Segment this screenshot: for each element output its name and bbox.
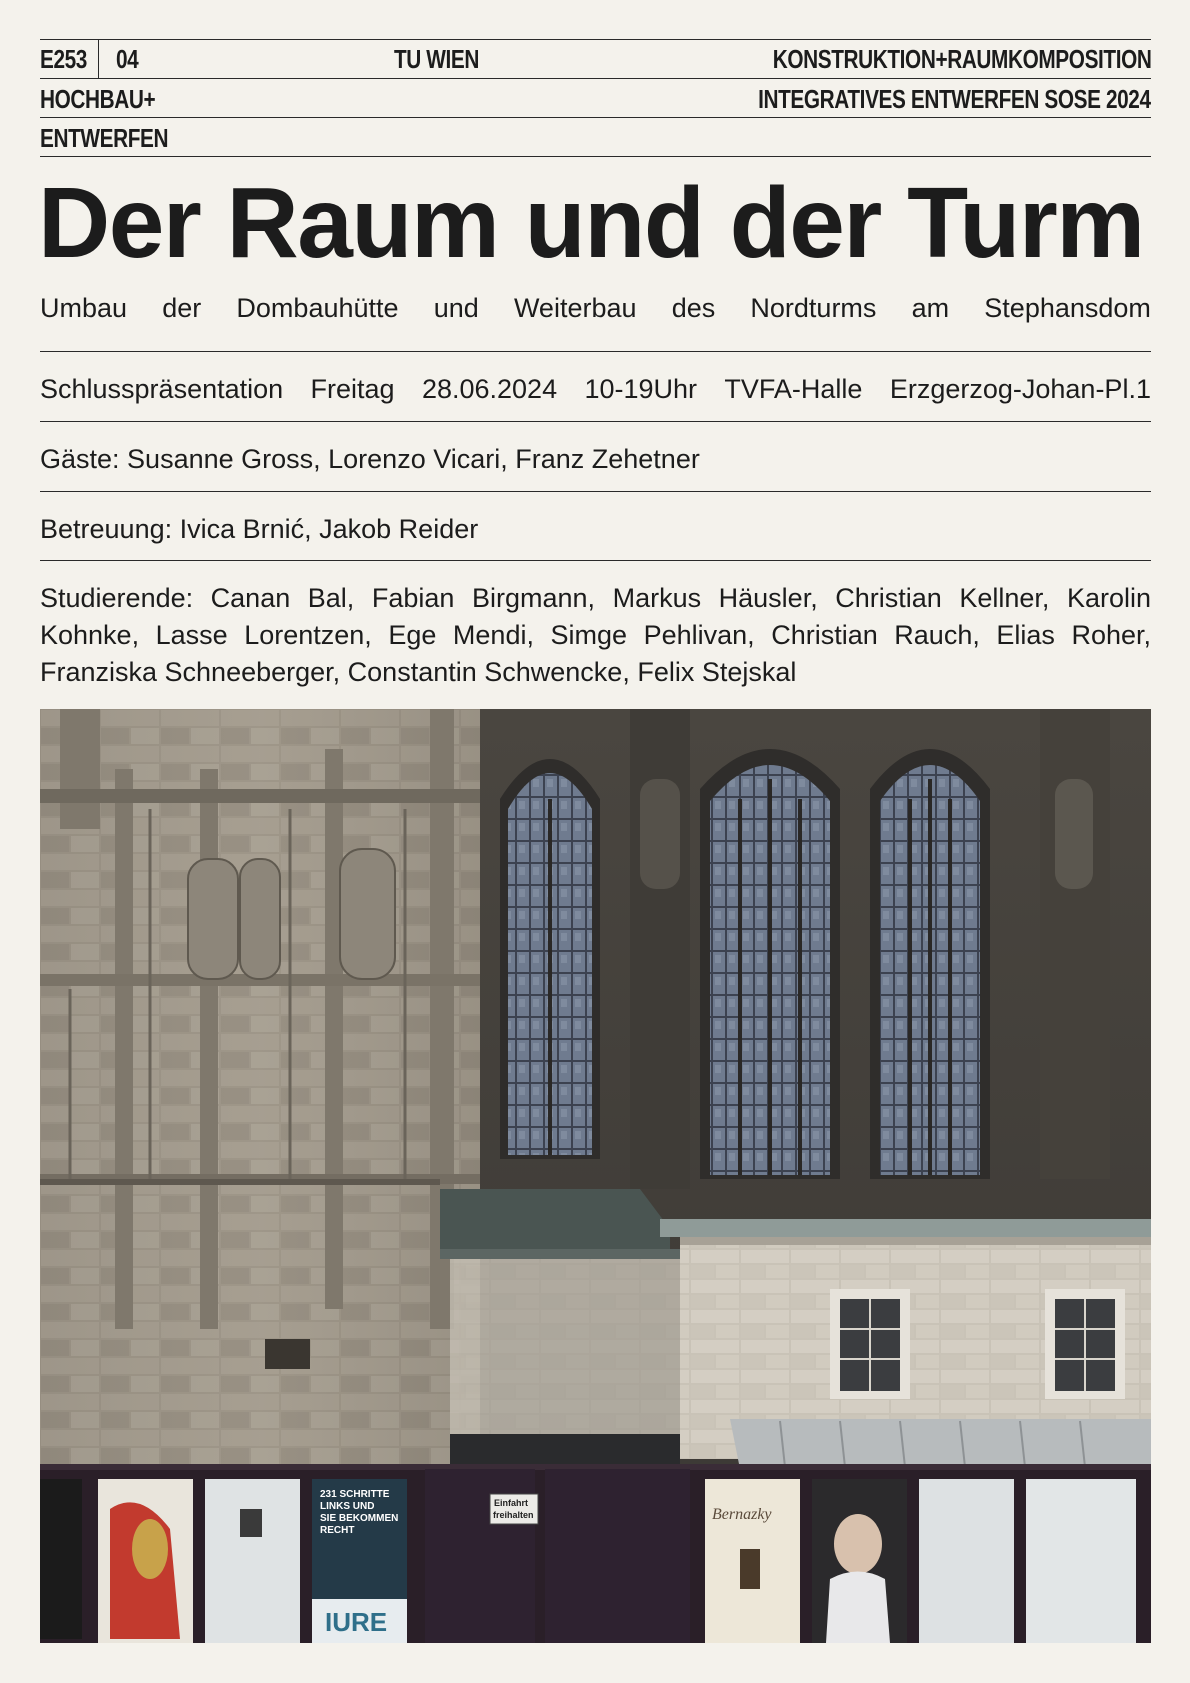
subtitle: [40, 288, 1151, 328]
info-rule-2: [40, 421, 1151, 422]
poster-text-line: SIE BEKOMMEN: [320, 1513, 399, 1524]
university-name: TU WIEN: [394, 44, 480, 74]
info-rule-4: [40, 560, 1151, 561]
supervision-row: Betreuung: Ivica Brnić, Jakob Reider: [40, 514, 479, 544]
presentation-date: 28.06.2024: [421, 374, 558, 404]
header-right-line1: KONSTRUKTION+RAUMKOMPOSITION: [772, 44, 1151, 74]
presentation-venue: TVFA-Halle: [724, 374, 863, 404]
poster-text-line: LINKS UND: [320, 1501, 375, 1512]
presentation-address: Erzgerzog-Johan-Pl.1: [889, 374, 1151, 404]
info-rule-1: [40, 351, 1151, 352]
presentation-day: Freitag: [310, 374, 395, 404]
poster-page: [40, 0, 1151, 1683]
course-code: E253: [40, 44, 87, 74]
gate-sign-line: Einfahrt: [494, 1498, 529, 1508]
presentation-row: [40, 369, 1151, 409]
poster-brand: IURE: [325, 1607, 388, 1637]
header-rule-2: [40, 117, 1151, 118]
header-right-line2: INTEGRATIVES ENTWERFEN SOSE 2024: [758, 84, 1151, 114]
presentation-label: Schlusspräsentation: [40, 374, 284, 404]
subtitle-word: Stephansdom: [984, 293, 1151, 323]
guests-row: Gäste: Susanne Gross, Lorenzo Vicari, Franz Zehetner: [40, 444, 700, 474]
cathedral-photo: [40, 709, 1151, 1643]
subtitle-word: Nordturms: [750, 293, 877, 323]
info-rule-3: [40, 491, 1151, 492]
poster-text-line: RECHT: [320, 1525, 355, 1536]
shop-brand: Bernazky: [712, 1506, 772, 1523]
subtitle-word: der: [162, 293, 202, 323]
presentation-time: 10-19Uhr: [584, 374, 698, 404]
subtitle-word: Dombauhütte: [236, 293, 399, 323]
subtitle-word: am: [911, 293, 950, 323]
institute-line1: HOCHBAU+: [40, 84, 156, 114]
gate-sign-line: freihalten: [493, 1510, 534, 1520]
poster-text-line: 231 SCHRITTE: [320, 1489, 390, 1500]
course-number: 04: [116, 44, 139, 74]
institute-line2: ENTWERFEN: [40, 123, 169, 153]
subtitle-word: des: [671, 293, 716, 323]
header-bottom-rule: [40, 156, 1151, 157]
page-title: Der Raum und der Turm: [38, 167, 1144, 279]
subtitle-word: Umbau: [40, 293, 128, 323]
subtitle-word: und: [433, 293, 479, 323]
subtitle-word: Weiterbau: [513, 293, 637, 323]
students-list: Studierende: Canan Bal, Fabian Birgmann, Markus Häusler, Christian Kellner, Karolin Kohnke, Lasse Lorentzen, Ege Mendi, Simge Pehlivan, Christian Rauch, Elias Roher, Franziska Schneeberger, Constantin Schwencke, Felix Stejskal: [40, 583, 1151, 687]
header-separator: [98, 39, 99, 78]
